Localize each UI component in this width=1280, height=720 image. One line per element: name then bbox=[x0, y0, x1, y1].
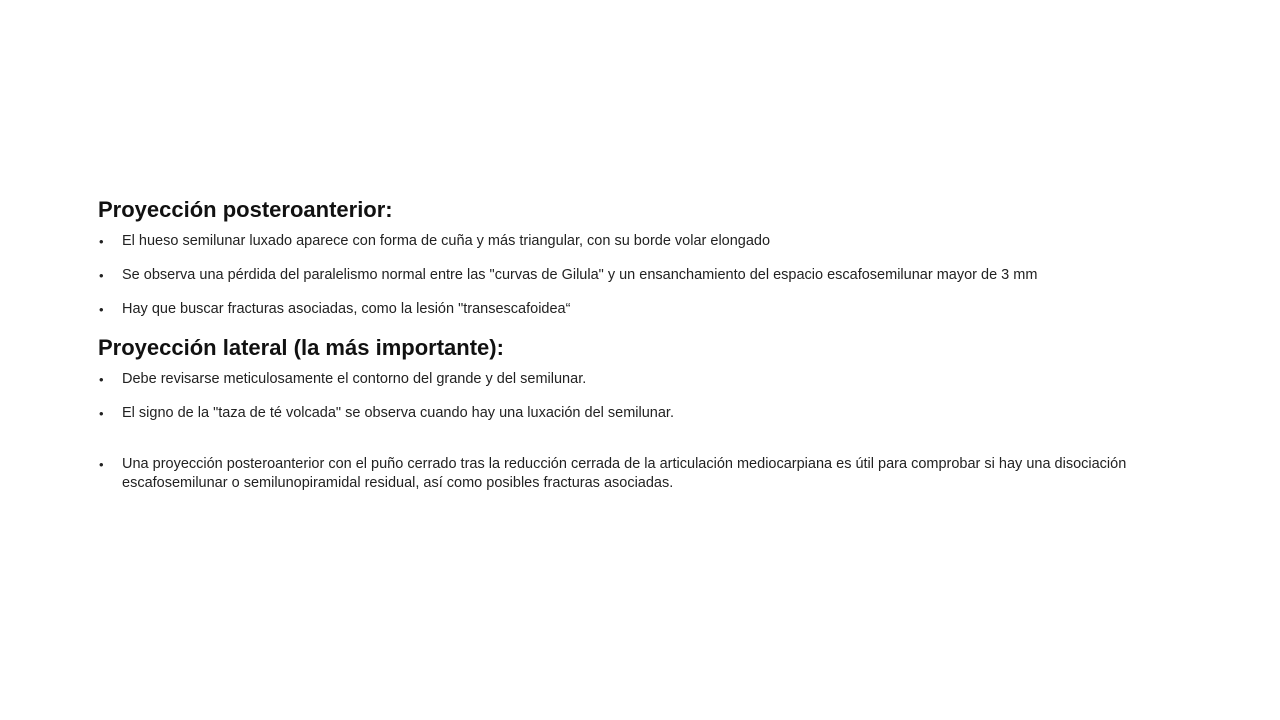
bullet-text: Se observa una pérdida del paralelismo normal entre las "curvas de Gilula" y un ensanchamiento del espacio escafosemilunar mayor de 3 mm bbox=[122, 267, 1038, 283]
heading-posteroanterior: Proyección posteroanterior: bbox=[98, 197, 393, 222]
bullet-icon: • bbox=[99, 457, 104, 472]
bullet-item bbox=[98, 266, 1188, 285]
bullet-icon: • bbox=[99, 302, 104, 317]
bullet-item bbox=[98, 404, 1188, 423]
bullet-item bbox=[98, 455, 1188, 493]
bullet-item bbox=[98, 232, 1188, 251]
bullet-icon: • bbox=[99, 372, 104, 387]
slide-content bbox=[98, 196, 1188, 508]
bullet-list-posteroanterior bbox=[98, 232, 1188, 319]
bullet-text: Debe revisarse meticulosamente el contorno del grande y del semilunar. bbox=[122, 371, 587, 387]
bullet-text: El signo de la "taza de té volcada" se observa cuando hay una luxación del semilunar. bbox=[122, 405, 674, 421]
bullet-icon: • bbox=[99, 234, 104, 249]
bullet-icon: • bbox=[99, 406, 104, 421]
bullet-text: Una proyección posteroanterior con el puño cerrado tras la reducción cerrada de la articulación mediocarpiana es útil para comprobar si hay una disociación escafosemilunar o semilunopiramidal residual, así como posibles fracturas asociadas. bbox=[122, 456, 1127, 491]
bullet-text: Hay que buscar fracturas asociadas, como la lesión "transescafoidea“ bbox=[122, 301, 571, 317]
bullet-text: El hueso semilunar luxado aparece con forma de cuña y más triangular, con su borde volar elongado bbox=[122, 233, 771, 249]
bullet-list-lateral bbox=[98, 370, 1188, 423]
bullet-item bbox=[98, 370, 1188, 389]
bullet-icon: • bbox=[99, 268, 104, 283]
heading-lateral: Proyección lateral (la más importante): bbox=[98, 335, 504, 360]
spacer bbox=[98, 438, 1188, 455]
bullet-list-closed-fist bbox=[98, 455, 1188, 493]
bullet-item bbox=[98, 300, 1188, 319]
